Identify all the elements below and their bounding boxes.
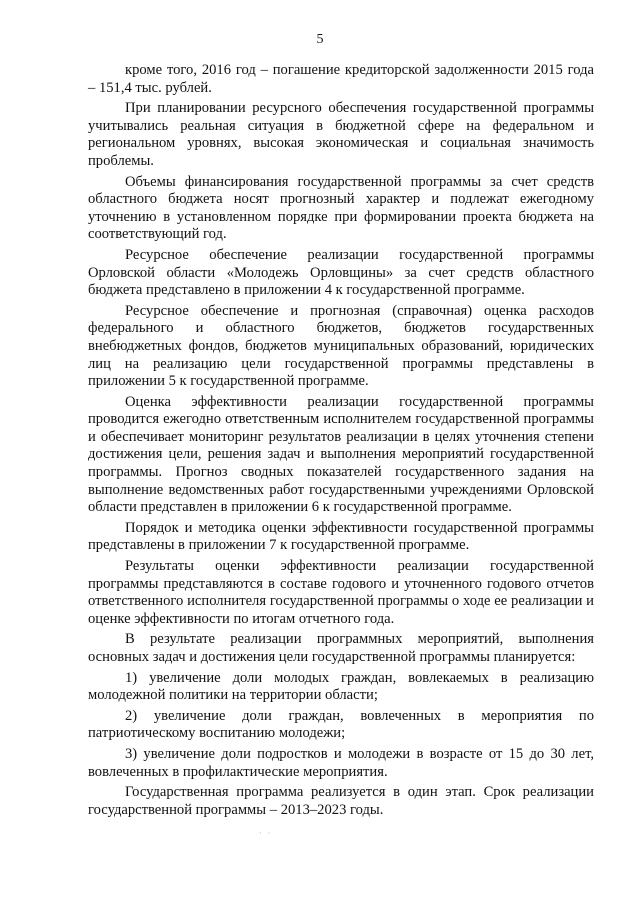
scan-artifact: · · — [259, 829, 273, 838]
list-item-2: 2) увеличение доли граждан, вовлеченных в мероприятия по патриотическому воспитанию молодежи; — [88, 707, 594, 742]
list-item-1: 1) увеличение доли молодых граждан, вовлекаемых в реализацию молодежной политики на территории области; — [88, 669, 594, 704]
paragraph-resource-planning: При планировании ресурсного обеспечения государственной программы учитывались реальная ситуация в бюджетной сфере на федеральном и региональном уровнях, высокая экономическая и социальная значимость проблемы. — [88, 100, 594, 169]
paragraph-funding-volumes: Объемы финансирования государственной программы за счет средств областного бюджета носят прогнозный характер и подлежат ежегодному уточнению в установленном порядке при формировании проекта бюджета на соответствующий год. — [88, 173, 594, 243]
document-body — [88, 62, 594, 819]
paragraph-planned-results: В результате реализации программных мероприятий, выполнения основных задач и достижения цели государственной программы планируется: — [88, 631, 594, 665]
page-number: 5 — [316, 32, 324, 47]
paragraph-appendix-4: Ресурсное обеспечение реализации государственной программы Орловской области «Молодежь Орловщины» за счет средств областного бюджета представлено в приложении 4 к государственной программе. — [88, 246, 594, 299]
paragraph-appendix-5: Ресурсное обеспечение и прогнозная (справочная) оценка расходов федерального и областного бюджетов, бюджетов государственных внебюджетных фондов, бюджетов муниципальных образований, юридических лиц на реализацию цели государственной программы представлены в приложении 5 к государственной программе. — [88, 302, 594, 390]
paragraph-debt-repayment: кроме того, 2016 год – погашение кредиторской задолженности 2015 года – 151,4 тыс. рублей. — [88, 62, 594, 96]
paragraph-evaluation-results: Результаты оценки эффективности реализации государственной программы представляются в составе годового и уточненного годового отчетов ответственного исполнителя государственной программы о ходе ее реализации и оценке эффективности по итогам отчетного года. — [88, 558, 594, 627]
paragraph-implementation-period: Государственная программа реализуется в один этап. Срок реализации государственной программы – 2013–2023 годы. — [88, 784, 594, 818]
list-item-3: 3) увеличение доли подростков и молодежи в возрасте от 15 до 30 лет, вовлеченных в профилактические мероприятия. — [88, 745, 594, 780]
paragraph-appendix-7: Порядок и методика оценки эффективности государственной программы представлены в приложении 7 к государственной программе. — [88, 519, 594, 554]
paragraph-efficiency-evaluation: Оценка эффективности реализации государственной программы проводится ежегодно ответственным исполнителем государственной программы и обеспечивает мониторинг результатов реализации в целях уточнения степени достижения цели, решения задач и выполнения мероприятий государственной программы. Прогноз сводных показателей государственного задания на выполнение ведомственных работ государственными учреждениями Орловской области представлен в приложении 6 к государственной программе. — [88, 393, 594, 516]
